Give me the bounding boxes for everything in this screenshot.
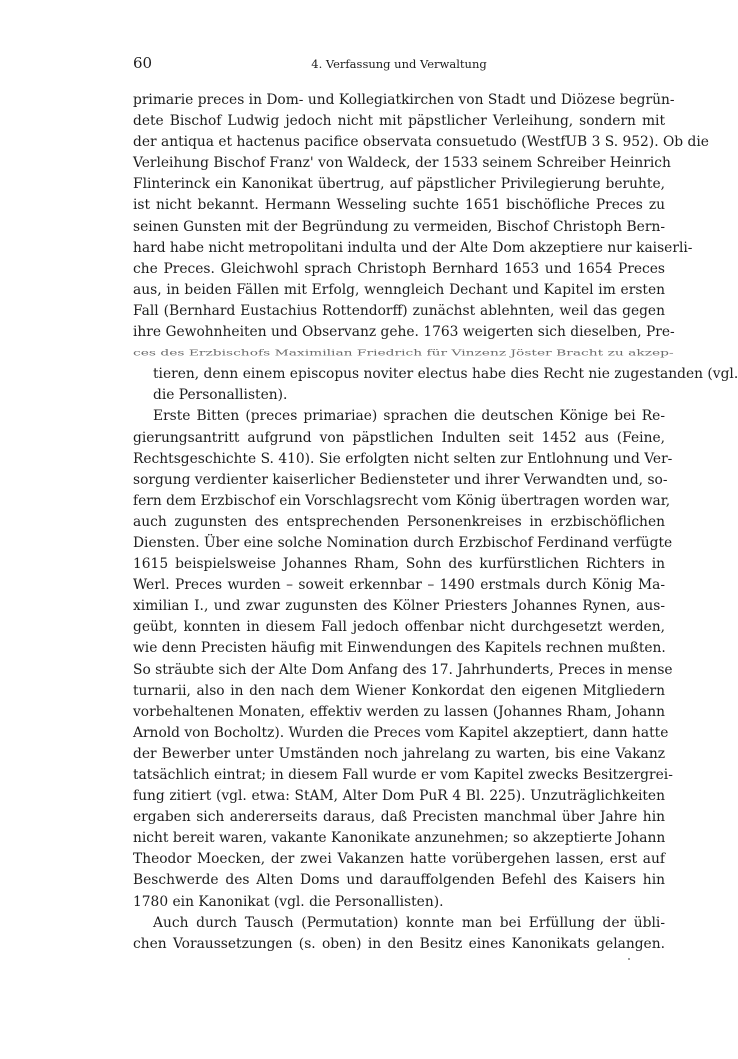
text-line: 1780 ein Kanonikat (vgl. die Personallisten).	[133, 893, 444, 910]
text-line: Rechtsgeschichte S. 410). Sie erfolgten nicht selten zur Entlohnung und Ver-	[133, 450, 673, 467]
text-line: ihre Gewohnheiten und Observanz gehe. 1763 weigerten sich dieselben, Pre-	[133, 324, 675, 341]
text-line: gierungsantritt aufgrund von päpstlichen Indulten seit 1452 aus (Feine,	[133, 429, 665, 446]
text-line: nicht bereit waren, vakante Kanonikate anzunehmen; so akzeptierte Johann	[133, 830, 666, 847]
page-number: 60	[133, 54, 153, 72]
text-line: hard habe nicht metropolitani indulta und der Alte Dom akzeptiere nur kaiserli-	[133, 239, 693, 256]
text-line-distorted: ces des Erzbischofs Maximilian Friedrich für Vinzenz Jöster Bracht zu akzep-	[133, 348, 674, 359]
paragraph-first-line: Erste Bitten (preces primariae) sprachen die deutschen Könige bei Re-	[153, 408, 665, 425]
text-line: fung zitiert (vgl. etwa: StAM, Alter Dom PuR 4 Bl. 225). Unzuträglichkeiten	[133, 788, 665, 805]
text-line: ximilian I., und zwar zugunsten des Kölner Priesters Johannes Rynen, aus-	[133, 598, 665, 615]
text-line: Theodor Moecken, der zwei Vakanzen hatte vorübergehen lassen, erst auf	[133, 851, 665, 868]
text-line: Flinterinck ein Kanonikat übertrug, auf päpstlicher Privilegierung beruhte,	[133, 176, 665, 193]
text-line: aus, in beiden Fällen mit Erfolg, wenngleich Dechant und Kapitel im ersten	[133, 281, 665, 298]
text-line: der antiqua et hactenus pacifice observata consuetudo (WestfUB 3 S. 952). Ob die	[133, 134, 709, 151]
text-line: turnarii, also in den nach dem Wiener Konkordat den eigenen Mitgliedern	[133, 682, 665, 699]
text-line: chen Voraussetzungen (s. oben) in den Besitz eines Kanonikats gelangen.	[133, 935, 665, 952]
running-head: 4. Verfassung und Verwaltung	[311, 57, 487, 71]
print-mark	[628, 958, 630, 960]
text-line: tatsächlich eintrat; in diesem Fall wurde er vom Kapitel zwecks Besitzergrei-	[133, 767, 673, 783]
body-text	[133, 90, 738, 955]
text-line: seinen Gunsten mit der Begründung zu vermeiden, Bischof Christoph Bern-	[133, 218, 665, 235]
page-header	[133, 54, 665, 72]
paragraph-first-line: Auch durch Tausch (Permutation) konnte man bei Erfüllung der übli-	[153, 914, 665, 931]
text-line: geübt, konnten in diesem Fall jedoch offenbar nicht durchgesetzt werden,	[133, 619, 665, 636]
text-line: So sträubte sich der Alte Dom Anfang des 17. Jahrhunderts, Preces in mense	[133, 661, 673, 678]
text-line: Fall (Bernhard Eustachius Rottendorff) zunächst ablehnten, weil das gegen	[133, 302, 665, 319]
text-line: primarie preces in Dom- und Kollegiatkirchen von Stadt und Diözese begrün-	[133, 92, 675, 108]
text-line: auch zugunsten des entsprechenden Personenkreises in erzbischöflichen	[133, 513, 665, 530]
text-line: die Personallisten).	[153, 387, 288, 404]
text-line: che Preces. Gleichwohl sprach Christoph Bernhard 1653 und 1654 Preces	[133, 260, 665, 277]
text-line: Verleihung Bischof Franz' von Waldeck, der 1533 seinem Schreiber Heinrich	[133, 155, 671, 172]
text-line: 1615 beispielsweise Johannes Rham, Sohn des kurfürstlichen Richters in	[133, 556, 665, 573]
text-line: Diensten. Über eine solche Nomination durch Erzbischof Ferdinand verfügte	[133, 534, 673, 551]
text-line: Werl. Preces wurden – soweit erkennbar – 1490 erstmals durch König Ma-	[133, 577, 665, 594]
text-line: vorbehaltenen Monaten, effektiv werden zu lassen (Johannes Rham, Johann	[133, 703, 665, 720]
text-line: wie denn Precisten häufig mit Einwendungen des Kapitels rechnen mußten.	[133, 640, 666, 657]
text-line: ergaben sich andererseits daraus, daß Precisten manchmal über Jahre hin	[133, 809, 665, 826]
text-line: Beschwerde des Alten Doms und darauffolgenden Befehl des Kaisers hin	[133, 872, 665, 889]
text-line: Arnold von Bocholtz). Wurden die Preces vom Kapitel akzeptiert, dann hatte	[133, 724, 669, 741]
text-line: der Bewerber unter Umständen noch jahrelang zu warten, bis eine Vakanz	[133, 745, 665, 762]
text-line: ist nicht bekannt. Hermann Wesseling suchte 1651 bischöfliche Preces zu	[133, 197, 665, 214]
text-line: dete Bischof Ludwig jedoch nicht mit päpstlicher Verleihung, sondern mit	[133, 113, 665, 130]
text-line: sorgung verdienter kaiserlicher Bediensteter und ihrer Verwandten und, so-	[133, 471, 668, 488]
text-line: fern dem Erzbischof ein Vorschlagsrecht vom König übertragen worden war,	[133, 492, 671, 509]
text-line: tieren, denn einem episcopus noviter electus habe dies Recht nie zugestanden (vgl.	[153, 366, 738, 383]
